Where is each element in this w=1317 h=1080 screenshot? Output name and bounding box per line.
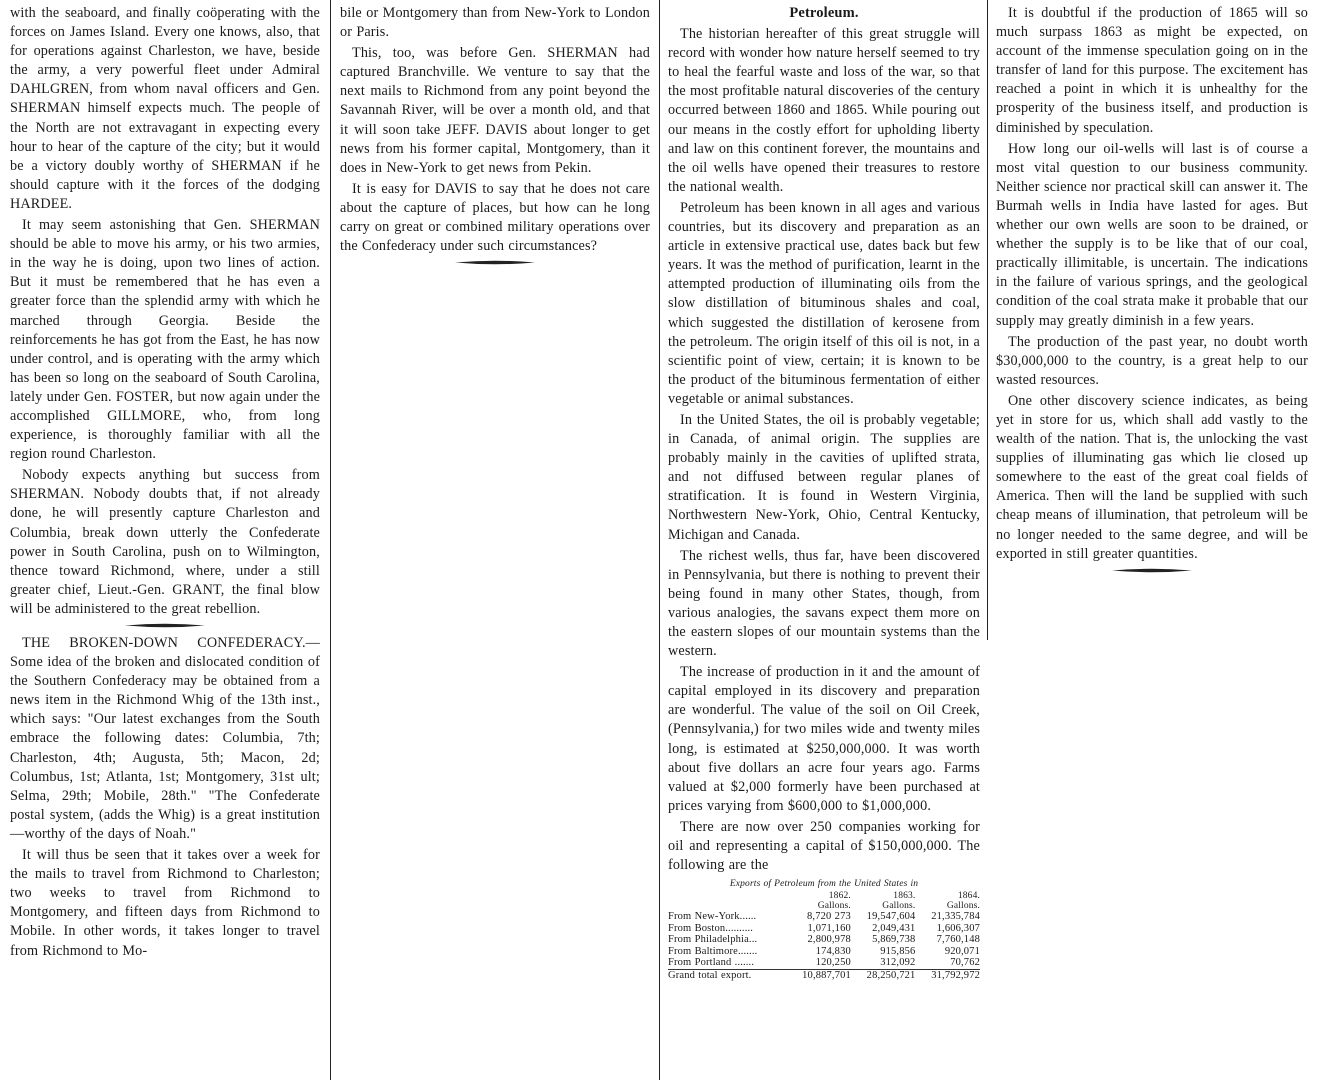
table-cell: 7,760,148 [936,934,980,946]
article-paragraph: How long our oil-wells will last is of course a most vital question to our business community. Neither science nor practical skill can answer it. The Burmah wells in India have lasted for ages. But whether our own wells are soon to be drained, or whether the supply is to be like that of our coal, practically illimitable, is uncertain. The indications in the failure of various springs, and the geological condition of the coal strata make it probable that our supply may greatly diminish in a few years. [996,140,1308,329]
article-paragraph: It will thus be seen that it takes over a week for the mails to travel from Richmond to Charleston; two weeks to travel from Richmond to Montgomery, and fifteen days from Richmond to Mobile. In other words, it takes longer to travel from Richmond to Mo- [10,847,320,959]
table-row [668,934,980,946]
table-cell: 31,792,972 [915,969,980,981]
table-header-unit: Gallons. [817,900,851,911]
table-row [668,911,980,923]
row-label: From Baltimore....... [668,945,758,957]
article-paragraph: It is doubtful if the production of 1865 will so much surpass 1863 as might be expected, on account of the immense speculation going on in the transfer of land for this purpose. The excitement has reached a point in which it is unhealthy for the prosperity of the business itself, and production is diminished by speculation. [996,5,1308,136]
section-divider [1112,568,1192,573]
column-rule [987,0,988,640]
table-row [668,923,980,935]
row-label: Grand total export. [668,969,786,981]
table-cell: 312,092 [880,957,916,969]
table-cell: 120,250 [815,957,851,969]
article-paragraph: It is easy for DAVIS to say that he does not care about the capture of places, but how can he long carry on great or combined military operations over the Confederacy under such circumstances? [340,180,650,255]
table-row [668,957,980,969]
row-label: From New-York...... [668,911,757,923]
article-heading: Petroleum. [789,5,859,21]
column-rule [659,0,660,1080]
column-4 [996,4,1308,579]
article-paragraph: Petroleum has been known in all ages and various countries, but its discovery and preparation as an article in extensive practical use, dates back but few years. It was the method of purification, learnt in the attempted production of illuminating oils from the slow distillation of bituminous shales and coal, which suggested the distillation of kerosene from the petroleum. The origin itself of this oil is not, in a scientific point of view, certain; it is known to be the product of the bituminous fermentation of either vegetable or animal substances. [668,199,980,407]
article-paragraph: The increase of production in it and the amount of capital employed in its discovery and preparation are wonderful. The value of the soil on Oil Creek, (Pennsylvania,) for two miles wide and twenty miles long, is estimated at $250,000,000. It was worth about five dollars an acre four years ago. Farms valued at $2,000 formerly have been purchased at prices varying from $600,000 to $1,000,000. [668,664,980,814]
table-header-unit: Gallons. [946,900,980,911]
article-paragraph: THE BROKEN-DOWN CONFEDERACY.—Some idea of the broken and dislocated condition of the Southern Confederacy may be obtained from a news item in the Richmond Whig of the 13th inst., which says: "Our latest exchanges from the South embrace the following dates: Columbia, 7th; Charleston, 4th; Augusta, 5th; Macon, 2d; Columbus, 1st; Atlanta, 1st; Montgomery, 31st ult; Selma, 29th; Mobile, 28th." "The Confederate postal system, (adds the Whig) is a great institution—worthy of the days of Noah." [10,635,320,842]
table-header-year: 1863. [893,891,916,902]
section-divider [455,260,535,265]
article-paragraph: One other discovery science indicates, as being yet in store for us, which shall add vastly to the wealth of the nation. That is, the unlocking the vast supplies of illuminating gas which lie closed up somewhere to the east of the great coal fields of America. Then will the land be supplied with such cheap means of illumination, that petroleum will be no longer needed to the same degree, and will be exported in still greater quantities. [996,392,1308,562]
table-total-row [668,969,980,981]
column-3 [668,4,980,981]
column-1 [10,4,320,963]
article-paragraph: There are now over 250 companies working for oil and representing a capital of $150,000,000. The following are the [668,818,980,874]
article-paragraph: The historian hereafter of this great struggle will record with wonder how nature herself seemed to try to heal the fearful waste and loss of the war, so that the most profitable natural discoveries of the century occurred between 1860 and 1865. While pouring out our means in the costly effort for upholding liberty and law on this continent forever, the mountains and the oil wells have opened their treasures to restore the national wealth. [668,26,980,195]
table-cell: 5,869,738 [872,934,916,946]
table-row [668,946,980,958]
table-cell: 10,887,701 [786,969,851,981]
article-paragraph: The production of the past year, no doubt worth $30,000,000 to the country, is a great help to our wasted resources. [996,333,1308,388]
table-header-unit: Gallons. [882,900,916,911]
article-paragraph: bile or Montgomery than from New-York to London or Paris. [340,5,650,41]
table-cell: 915,856 [880,945,916,957]
table-cell: 70,762 [950,957,980,969]
table-cell: 21,335,784 [931,911,980,923]
row-label: From Philadelphia... [668,934,758,946]
article-paragraph: Nobody expects anything but success from SHERMAN. Nobody doubts that, if not already done, he will presently capture Charleston and Columbia, break down utterly the Confederate power in South Carolina, push on to Wilmington, thence toward Richmond, where, under a still greater chief, Lieut.-Gen. GRANT, the final blow will be administered to the great rebellion. [10,467,320,617]
row-label: From Portland ....... [668,957,755,969]
table-cell: 920,071 [944,945,980,957]
article-paragraph: with the seaboard, and finally coöperating with the forces on James Island. Every one knows, also, that for operations against Charleston, we have, beside the army, a very powerful fleet under Admiral DAHLGREN, from whom naval officers and Gen. SHERMAN himself expects much. The people of the North are not extravagant in expecting every hour to hear of the capture of the city; but it would be a victory doubly worthy of SHERMAN if he should capture with it the forces of the dodging HARDEE. [10,5,320,212]
article-paragraph: The richest wells, thus far, have been discovered in Pennsylvania, but there is nothing to prevent their being found in many other States, though, from various analogies, the savans expect them more on the eastern slopes of our mountain systems than the western. [668,547,980,660]
table-header-row [668,902,980,912]
table-cell: 1,071,160 [807,922,851,934]
table-cell: 2,049,431 [872,922,916,934]
table-title: Exports of Petroleum from the United States in [729,879,919,890]
table-cell: 1,606,307 [936,922,980,934]
column-2 [340,4,650,271]
article-paragraph: This, too, was before Gen. SHERMAN had captured Branchville. We venture to say that the next mails to Richmond from any point beyond the Savannah River, will be over a month old, and that it will soon take JEFF. DAVIS about longer to get news from his former capital, Montgomery, than it does in New-York to get news from Pekin. [340,45,650,176]
table-cell: 8,720 273 [807,911,851,923]
table-cell: 28,250,721 [851,969,916,981]
exports-table [668,892,980,981]
article-paragraph: In the United States, the oil is probably vegetable; in Canada, of animal origin. The supplies are probably mainly in the cavities of uplifted strata, and not diffused between regular planes of stratification. It is found in Western Virginia, Northwestern New-York, Ohio, Central Kentucky, Michigan and Canada. [668,411,980,543]
table-cell: 174,830 [815,945,851,957]
column-rule [330,0,331,1080]
article-paragraph: It may seem astonishing that Gen. SHERMAN should be able to move his army, or his two armies, in the way he is doing, upon two lines of action. But it must be remembered that he has even a greater force than the splendid army with which he marched through Georgia. Beside the reinforcements he has got from the East, he has now under control, and is operating with the army which has been so long on the seaboard of South Carolina, lately under Gen. FOSTER, but now again under the accomplished GILLMORE, who, from long experience, is thoroughly familiar with all the region round Charleston. [10,217,321,463]
table-header-year: 1862. [828,891,851,902]
table-cell: 19,547,604 [866,911,916,923]
table-cell: 2,800,978 [807,934,851,946]
table-header-year: 1864. [957,891,980,902]
section-divider [125,623,205,628]
row-label: From Boston.......... [668,922,754,934]
